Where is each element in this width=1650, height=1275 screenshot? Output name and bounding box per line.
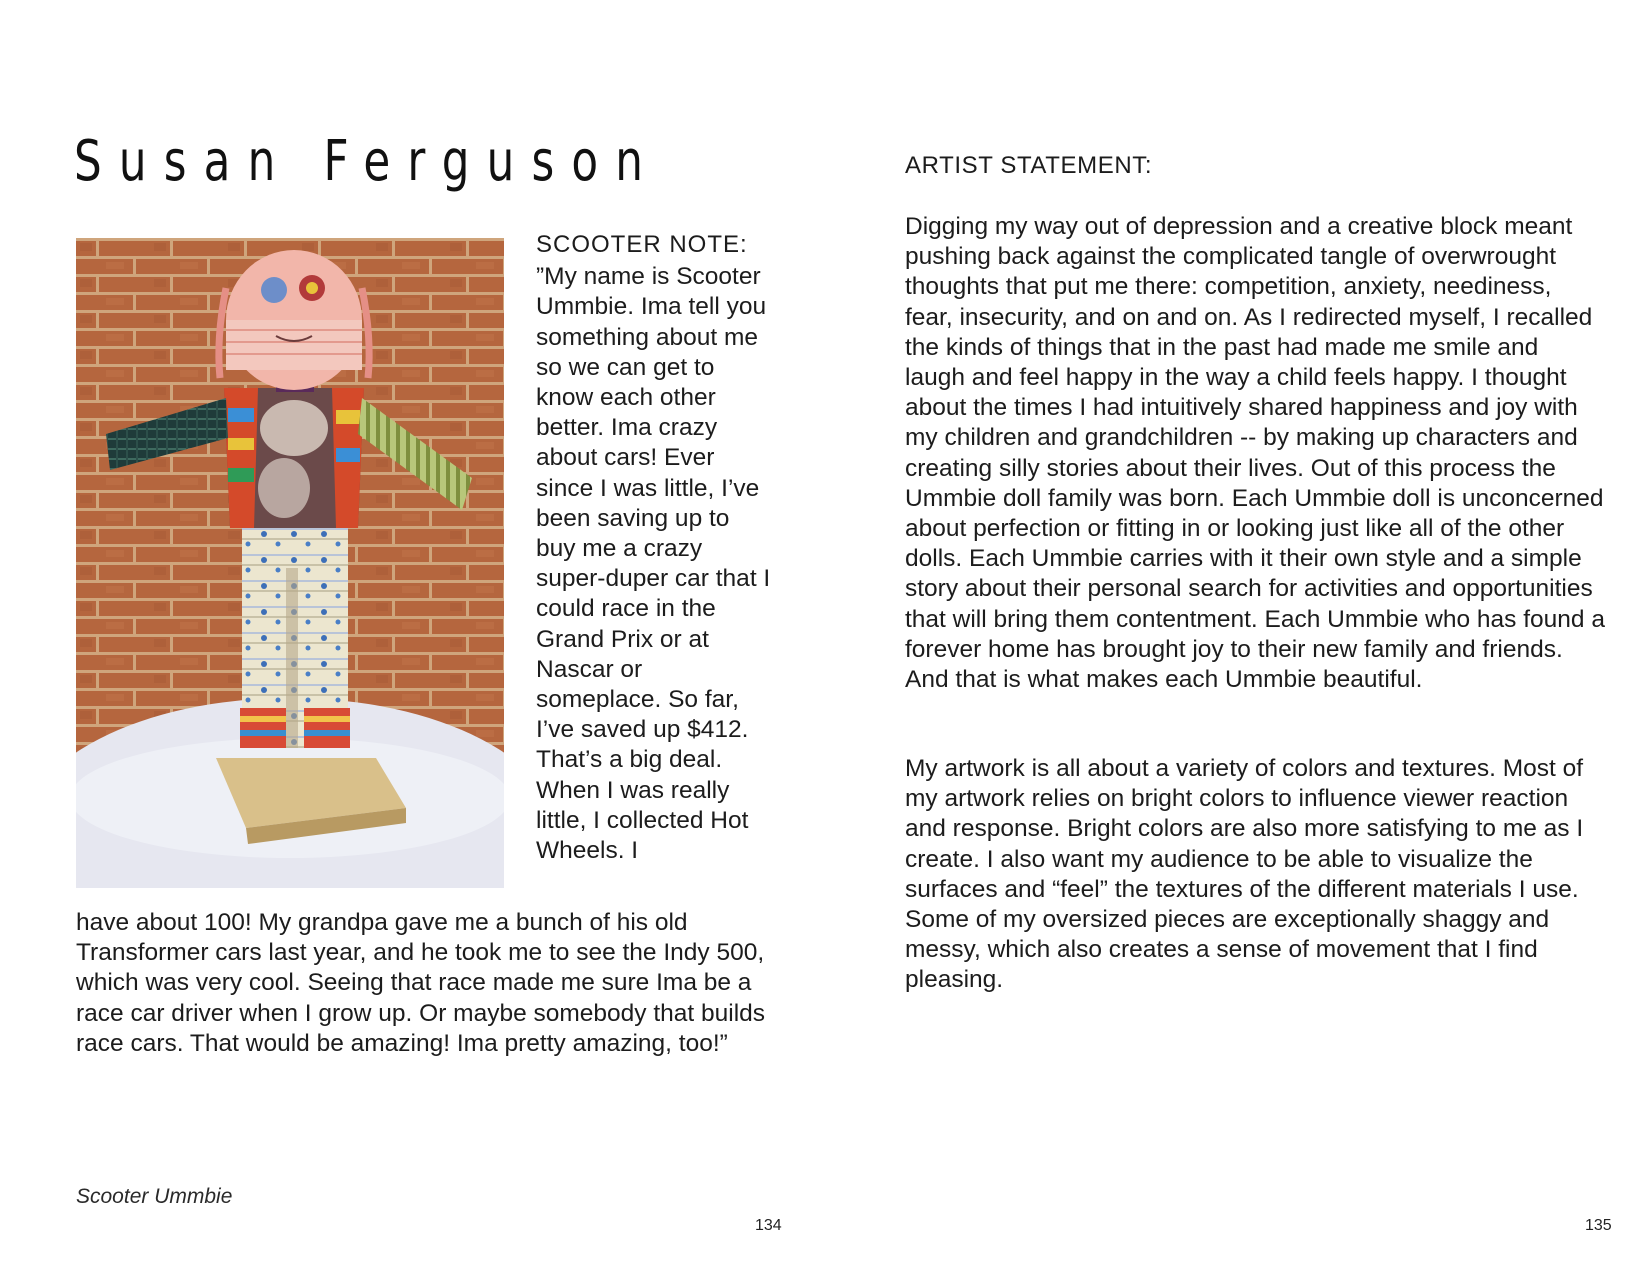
scooter-note-label: SCOOTER NOTE:	[536, 231, 748, 258]
scooter-note-body: ”My name is Scooter Ummbie. Ima tell you something about me so we can get to know each other better. Ima crazy about cars! Ever since I was little, I’ve been saving up to buy me a crazy super-duper car that I could race in the Grand Prix or at Nascar or someplace. So far, I’ve saved up $412. That’s a big deal. When I was really little, I collected Hot Wheels. I	[536, 263, 771, 865]
artist-name: Susan Ferguson	[74, 129, 661, 194]
page-number-left: 134	[755, 1217, 782, 1234]
statement-paragraph: Digging my way out of depression and a creative block meant pushing back against the complicated tangle of overwrought thoughts that put me there: competition, anxiety, neediness, fear, insecurity, and on and on. As I redirected myself, I recalled the kinds of things that in the past had made me smile and laugh and feel happy in the way a child feels happy. I thought about the times I had intuitively shared happiness and joy with my children and grandchildren -- by making up characters and creating silly stories about their lives. Out of this process the Ummbie doll family was born. Each Ummbie doll is unconcerned about perfection or fitting in or looking just like all of the other dolls. Each Ummbie carries with it their own style and a simple story about their personal search for activities and opportunities that will bring them contentment. Each Ummbie who has found a forever home has brought joy to their new family and friends. And that is what makes each Ummbie beautiful.	[905, 213, 1605, 694]
statement-paragraph: My artwork is all about a variety of colors and textures. Most of my artwork relies on bright colors to influence viewer reaction and response. Bright colors are also more satisfying to me as I create. I also want my audience to be able to visualize the surfaces and “feel” the textures of the different materials I use. Some of my oversized pieces are exceptionally shaggy and messy, which also creates a sense of movement that I find pleasing.	[905, 755, 1584, 994]
scooter-note	[536, 230, 772, 866]
page-number-right: 135	[1585, 1217, 1612, 1234]
artwork-caption: Scooter Ummbie	[76, 1185, 233, 1208]
scooter-note-continued: have about 100! My grandpa gave me a bunch of his old Transformer cars last year, and he took me to see the Indy 500, which was very cool. Seeing that race made me sure Ima be a race car driver when I grow up. Or maybe somebody that builds race cars. That would be amazing! Ima pretty amazing, too!”	[76, 909, 766, 1057]
artwork-photo	[76, 238, 504, 888]
right-page	[825, 0, 1650, 1275]
artist-statement-heading: ARTIST STATEMENT:	[905, 152, 1153, 179]
